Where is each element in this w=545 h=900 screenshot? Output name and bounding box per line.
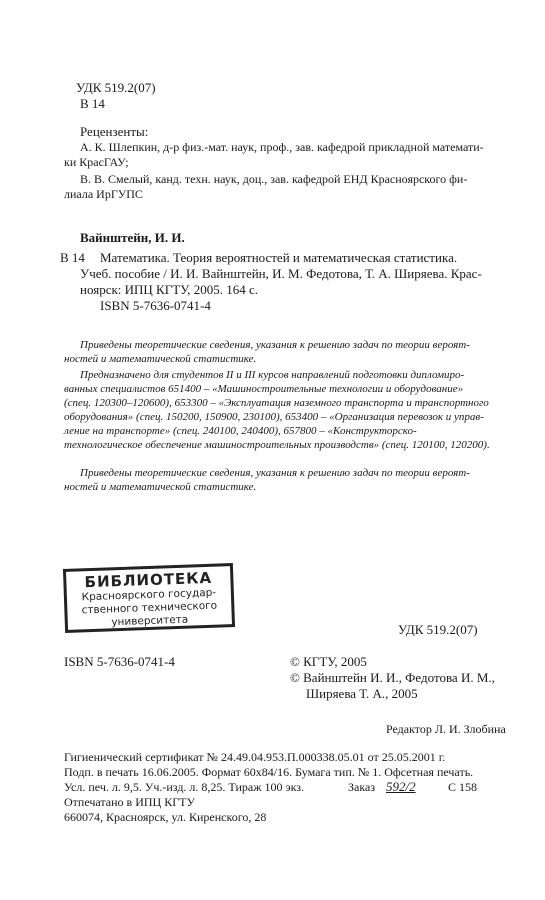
imprint-line-4: Отпечатано в ИПЦ КГТУ: [64, 795, 195, 809]
annotation-p3-line-1: Приведены теоретические сведения, указания к решению задач по теории вероят-: [80, 467, 470, 479]
citation-isbn: ISBN 5-7636-0741-4: [100, 298, 211, 313]
reviewer-2-line-1: В. В. Смелый, канд. техн. наук, доц., зав. кафедрой ЕНД Красноярского фи-: [80, 172, 468, 186]
udk-index: В 14: [80, 96, 105, 111]
isbn-bottom: ISBN 5-7636-0741-4: [64, 654, 175, 669]
editor: Редактор Л. И. Злобина: [386, 722, 506, 736]
annotation-p2-line-2: ванных специалистов 651400 – «Машиностроительные технологии и оборудование»: [64, 383, 464, 395]
citation-line-3: ноярск: ИПЦ КГТУ, 2005. 164 с.: [80, 282, 259, 297]
udk-code: УДК 519.2(07): [76, 80, 156, 95]
annotation-p2-line-5: ление на транспорте» (спец. 240100, 240400), 657800 – «Конструкторско-: [64, 425, 417, 437]
citation-index: В 14: [60, 250, 85, 265]
imprint-order-label: Заказ: [348, 780, 376, 794]
imprint-code: С 158: [448, 780, 478, 794]
udk-right: УДК 519.2(07): [398, 622, 478, 637]
annotation-p2-line-6: технологическое обеспечение машиностроительных производств» (спец. 120100, 120200).: [64, 439, 490, 451]
annotation-p2-line-1: Предназначено для студентов II и III курсов направлений подготовки дипломиро-: [80, 369, 465, 381]
reviewer-2-line-2: лиала ИрГУПС: [64, 187, 143, 201]
reviewer-1-line-2: ки КрасГАУ;: [64, 155, 129, 169]
annotation-p2-line-3: (спец. 120300–120600), 653300 – «Эксплуатация наземного транспорта и транспортного: [64, 397, 489, 409]
imprint-order-number: 592/2: [386, 779, 416, 794]
citation-author: Вайнштейн, И. И.: [80, 230, 185, 245]
stamp-line-1: БИБЛИОТЕКА: [84, 568, 213, 592]
annotation-p1-line-1: Приведены теоретические сведения, указания к решению задач по теории вероят-: [80, 339, 470, 351]
imprint-line-2: Подп. в печать 16.06.2005. Формат 60x84/16. Бумага тип. № 1. Офсетная печать.: [64, 765, 474, 779]
reviewer-1-line-1: А. К. Шлепкин, д-р физ.-мат. наук, проф., зав. кафедрой прикладной математи-: [80, 140, 484, 154]
annotation-p1-line-2: ностей и математической статистике.: [64, 353, 257, 365]
library-stamp: [63, 563, 235, 633]
imprint-line-3: Усл. печ. л. 9,5. Уч.-изд. л. 8,25. Тираж 100 экз.: [64, 780, 305, 794]
citation-line-1: Математика. Теория вероятностей и математическая статистика.: [100, 250, 458, 265]
annotation-p3-line-2: ностей и математической статистике.: [64, 481, 257, 493]
copyright-1: © КГТУ, 2005: [290, 654, 367, 669]
citation-line-2: Учеб. пособие / И. И. Вайнштейн, И. М. Федотова, Т. А. Ширяева. Крас-: [80, 266, 482, 281]
imprint-line-5: 660074, Красноярск, ул. Киренского, 28: [64, 810, 267, 824]
stamp-line-3: ственного технического: [81, 599, 218, 617]
copyright-3: Ширяева Т. А., 2005: [306, 686, 418, 701]
stamp-line-2: Красноярского государ-: [81, 586, 217, 604]
annotation-p2-line-4: оборудования» (спец. 150200, 150900, 230100), 653400 – «Организация перевозок и управ-: [64, 411, 484, 423]
copyright-2: © Вайнштейн И. И., Федотова И. М.,: [290, 670, 495, 685]
imprint-line-1: Гигиенический сертификат № 24.49.04.953.П.000338.05.01 от 25.05.2001 г.: [64, 750, 446, 764]
reviewers-heading: Рецензенты:: [80, 124, 149, 139]
stamp-line-4: университета: [111, 613, 189, 629]
